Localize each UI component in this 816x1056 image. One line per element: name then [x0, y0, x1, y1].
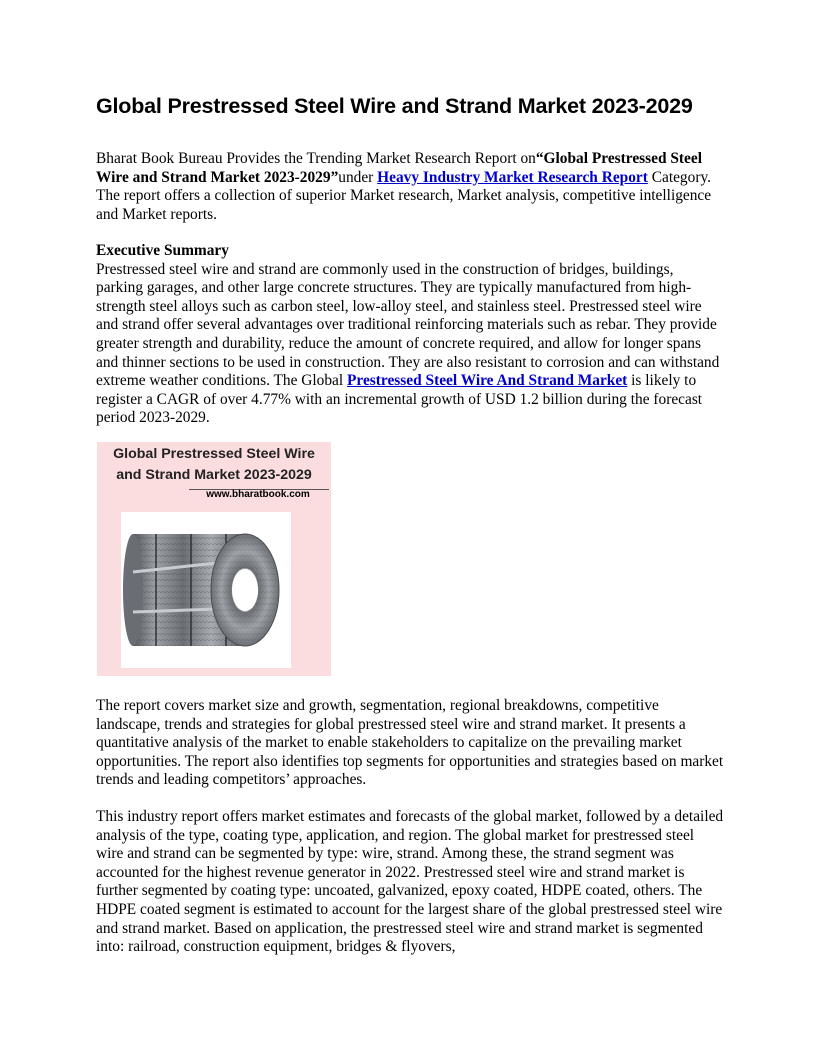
figure-url: www.bharatbook.com: [206, 489, 310, 500]
page-title: Global Prestressed Steel Wire and Strand Market 2023-2029: [96, 94, 693, 118]
industry-paragraph: This industry report offers market estimates and forecasts of the global market, followed by a detailed analysis of the type, coating type, application, and region. The global market for prestressed steel wire and strand can be segmented by type: wire, strand. Among these, the strand segment was accounted for the highest revenue generator in 2022. Prestressed steel wire and strand market is further segmented by coating type: uncoated, galvanized, epoxy coated, HDPE coated, others. The HDPE coated segment is estimated to account for the largest share of the global prestressed steel wire and strand market. Based on application, the prestressed steel wire and strand market is segmented into: railroad, construction equipment, bridges & flyovers,: [96, 808, 724, 956]
category-link[interactable]: Heavy Industry Market Research Report: [377, 168, 648, 186]
executive-summary-heading: Executive Summary: [96, 242, 229, 259]
report-cover-figure: [97, 442, 331, 676]
figure-title-line-2: and Strand Market 2023-2029: [116, 467, 312, 483]
intro-under-text: under: [338, 168, 378, 186]
steel-coil-image: [121, 512, 291, 668]
executive-summary-tail: is likely to register a CAGR of over 4.77% with an incremental growth of USD 1.2 billion during the forecast period 2023-2029.: [96, 372, 703, 427]
intro-paragraph: [96, 150, 724, 224]
executive-summary-text: Prestressed steel wire and strand are commonly used in the construction of bridges, buildings, parking garages, and other large concrete structures. They are typically manufactured from high-strength steel alloys such as carbon steel, low-alloy steel, and stainless steel. Prestressed steel wire and strand offer several advantages over traditional reinforcing materials such as rebar. They provide greater strength and durability, reduce the amount of concrete required, and allow for longer spans and thinner sections to be used in construction. They are also resistant to corrosion and can withstand extreme weather conditions. The Global: [96, 260, 720, 390]
executive-summary: [96, 242, 724, 428]
figure-title-line-1: Global Prestressed Steel Wire: [113, 446, 315, 462]
steel-coil-icon: [121, 512, 291, 668]
figure-title: [97, 444, 331, 486]
coverage-paragraph: The report covers market size and growth, segmentation, regional breakdowns, competitive landscape, trends and strategies for global prestressed steel wire and strand market. It presents a quantitative analysis of the market to enable stakeholders to capitalize on the prevailing market opportunities. The report also identifies top segments for opportunities and strategies based on market trends and leading competitors’ approaches.: [96, 697, 724, 789]
intro-text: Bharat Book Bureau Provides the Trending Market Research Report on: [96, 150, 536, 167]
report-name: “Global Prestressed Steel Wire and Strand Market 2023-2029”: [96, 150, 702, 186]
intro-tail-text: Category. The report offers a collection of superior Market research, Market analysis, competitive intelligence and Market reports.: [96, 168, 712, 223]
market-link[interactable]: Prestressed Steel Wire And Strand Market: [347, 372, 628, 390]
